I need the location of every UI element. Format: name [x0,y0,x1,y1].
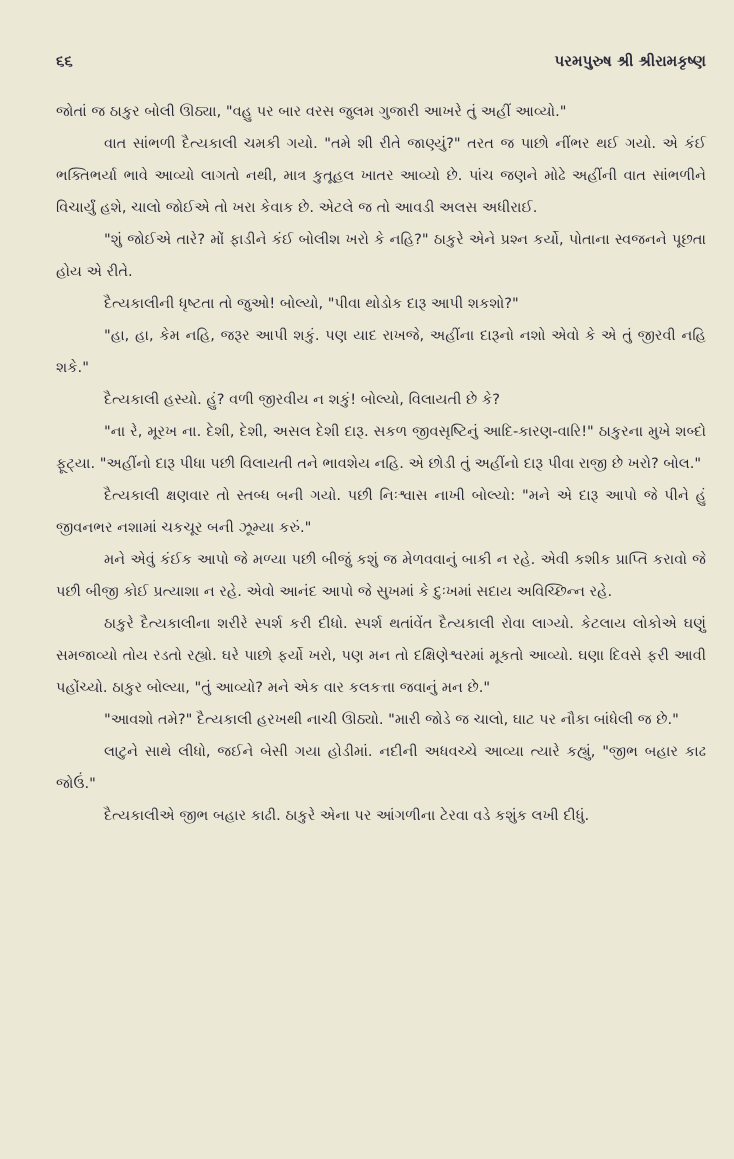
running-title: પરમપુરુષ શ્રી શ્રીરામકૃષ્ણ [554,52,706,70]
paragraph: "શું જોઈએ તારે? મોં ફાડીને કંઈ બોલીશ ખરો કે નહિ?" ઠાકુરે એને પ્રશ્ન કર્યો, પોતાના સ્વજનને પૂછતા હોય એ રીતે. [56,231,706,280]
paragraph: દૈત્યકાલીએ જીભ બહાર કાઢી. ઠાકુરે એના પર આંગળીના ટેરવા વડે કશુંક લખી દીધું. [104,807,590,824]
paragraph: લાટુને સાથે લીધો, જઈને બેસી ગયા હોડીમાં. નદીની અધવચ્ચે આવ્યા ત્યારે કહ્યું, "જીભ બહાર કાઢ જોઉં." [56,743,706,792]
paragraph: દૈત્યકાલીની ધૃષ્ટતા તો જુઓ! બોલ્યો, "પીવા થોડોક દારૂ આપી શકશો?" [104,295,519,312]
paragraph: જોતાં જ ઠાકુર બોલી ઊઠ્યા, "વહુ પર બાર વરસ જુલમ ગુજારી આખરે તું અહીં આવ્યો." [56,103,567,120]
paragraph: દૈત્યકાલી ક્ષણવાર તો સ્તબ્ધ બની ગયો. પછી નિઃશ્વાસ નાખી બોલ્યો: "મને એ દારૂ આપો જે પીને હું જીવનભર નશામાં ચકચૂર બની ઝૂમ્યા કરું." [56,487,706,536]
body-text [56,96,706,832]
paragraph: મને એવું કંઈક આપો જે મળ્યા પછી બીજું કશું જ મેળવવાનું બાકી ન રહે. એવી કશીક પ્રાપ્તિ કરાવો જે પછી બીજી કોઈ પ્રત્યાશા ન રહે. એવો આનંદ આપો જે સુખમાં કે દુઃખમાં સદાય અવિચ્છિન્ન રહે. [56,551,706,600]
paragraph: "ના રે, મૂરખ ના. દેશી, દેશી, અસલ દેશી દારૂ. સકળ જીવસૃષ્ટિનું આદિ-કારણ-વારિ!" ઠાકુરના મુખે શબ્દો ફૂટ્યા. "અહીંનો દારૂ પીધા પછી વિલાયતી તને ભાવશેય નહિ. એ છોડી તું અહીંનો દારૂ પીવા રાજી છે ખરો? બોલ." [56,423,706,472]
paragraph: વાત સાંભળી દૈત્યકાલી ચમકી ગયો. "તમે શી રીતે જાણ્યું?" તરત જ પાછો નીંભર થઈ ગયો. એ કંઈ ભક્તિભર્યા ભાવે આવ્યો લાગતો નથી, માત્ર કુતૂહલ ખાતર આવ્યો છે. પાંચ જણને મોઢે અહીંની વાત સાંભળીને વિચાર્યું હશે, ચાલો જોઈએ તો ખરા કેવાક છે. એટલે જ તો આવડી અલસ અધીરાઈ. [56,135,706,216]
paragraph: દૈત્યકાલી હસ્યો. હું? વળી જીરવીય ન શકું! બોલ્યો, વિલાયતી છે કે? [104,391,500,408]
page-header [56,52,706,82]
paragraph: "આવશો તમે?" દૈત્યકાલી હરખથી નાચી ઊઠ્યો. "મારી જોડે જ ચાલો, ઘાટ પર નૌકા બાંધેલી જ છે." [104,711,679,728]
paragraph: "હા, હા, કેમ નહિ, જરૂર આપી શકું. પણ યાદ રાખજે, અહીંના દારૂનો નશો એવો કે એ તું જીરવી નહિ શકે." [56,327,706,376]
paragraph: ઠાકુરે દૈત્યકાલીના શરીરે સ્પર્શ કરી દીધો. સ્પર્શ થતાંવેંત દૈત્યકાલી રોવા લાગ્યો. કેટલાય લોકોએ ઘણું સમજાવ્યો તોય રડતો રહ્યો. ઘરે પાછો ફર્યો ખરો, પણ મન તો દક્ષિણેશ્વરમાં મૂકતો આવ્યો. ઘણા દિવસે ફરી આવી પહોંચ્યો. ઠાકુર બોલ્યા, "તું આવ્યો? મને એક વાર કલકત્તા જવાનું મન છે." [56,615,706,696]
page-number: ૬૬ [56,52,73,70]
